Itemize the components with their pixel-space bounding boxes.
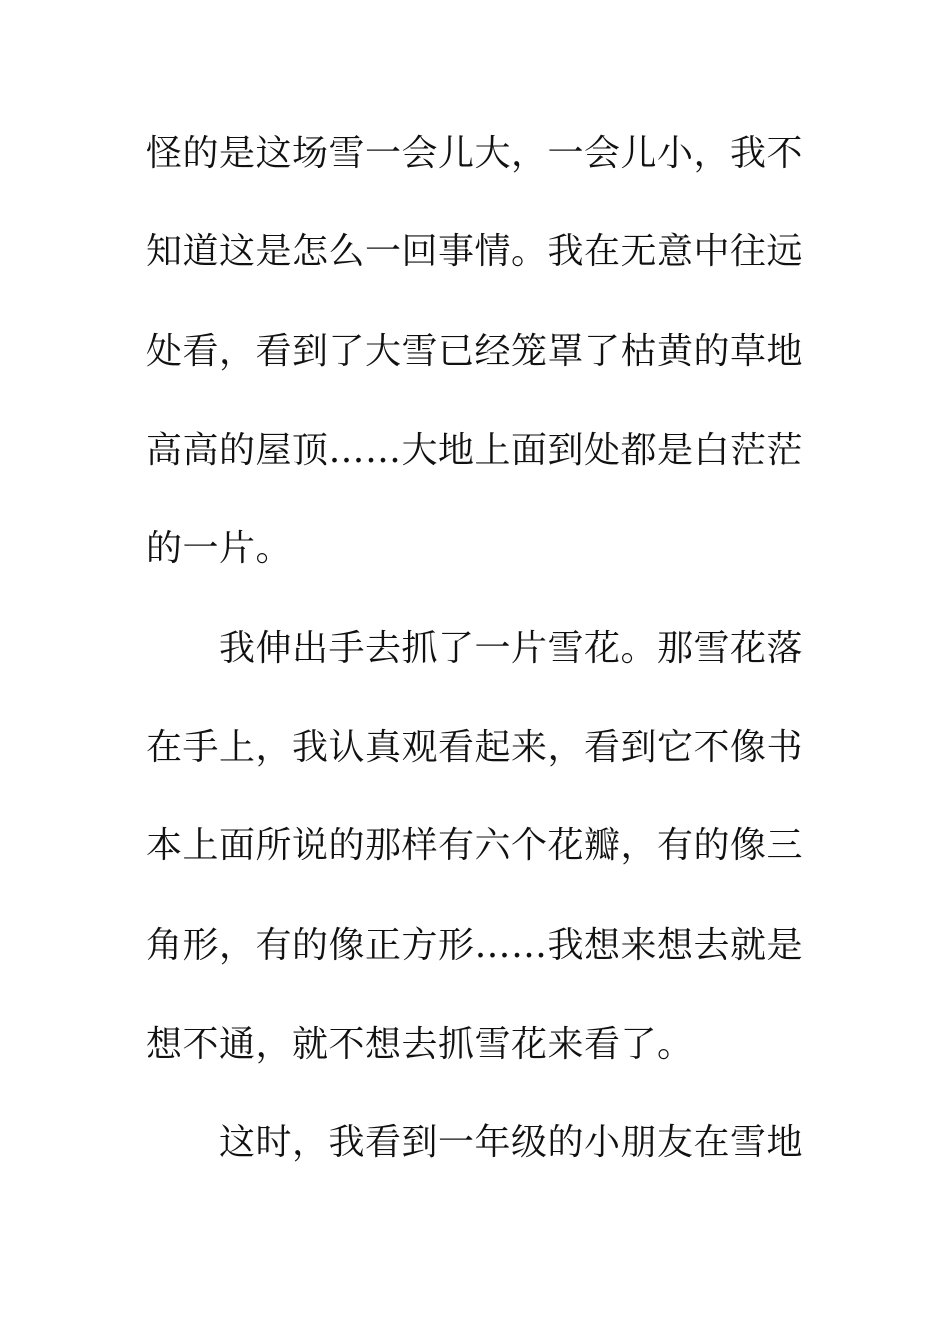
text-line: 在手上，我认真观看起来，看到它不像书 [146,727,804,768]
paragraph-first-line: 这时，我看到一年级的小朋友在雪地 [219,1122,804,1163]
text-line: 怪的是这场雪一会儿大，一会儿小，我不 [146,133,804,174]
text-line: 处看，看到了大雪已经笼罩了枯黄的草地 [146,331,804,372]
text-line: 的一片。 [146,528,293,569]
text-line: 本上面所说的那样有六个花瓣，有的像三 [146,825,804,866]
text-line: 知道这是怎么一回事情。我在无意中往远 [146,231,804,272]
text-line: 想不通，就不想去抓雪花来看了。 [146,1024,694,1065]
text-line: 高高的屋顶……大地上面到处都是白茫茫 [146,430,804,471]
paragraph-first-line: 我伸出手去抓了一片雪花。那雪花落 [219,628,804,669]
text-line: 角形，有的像正方形……我想来想去就是 [146,925,804,966]
